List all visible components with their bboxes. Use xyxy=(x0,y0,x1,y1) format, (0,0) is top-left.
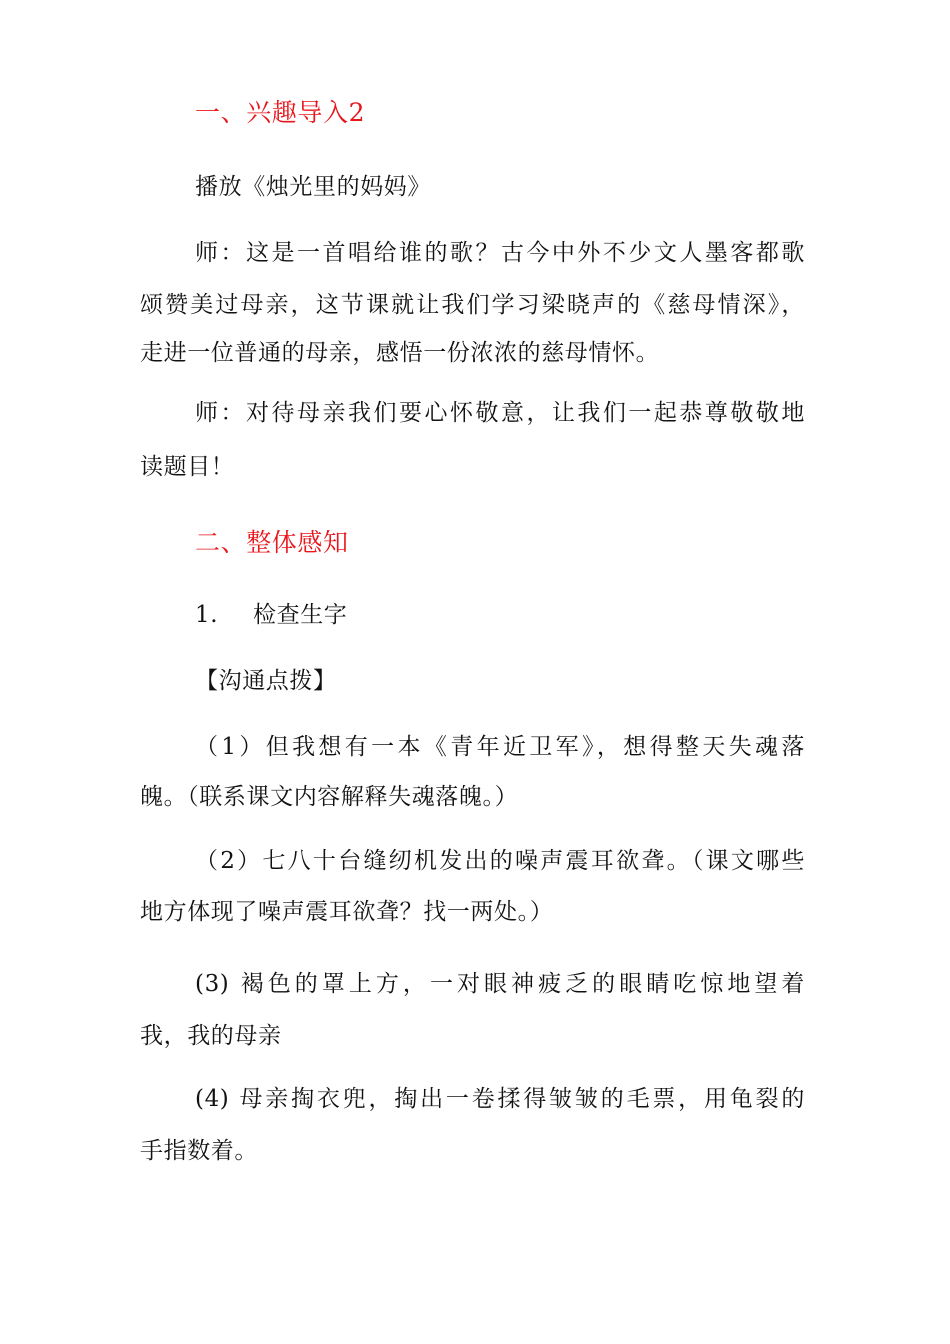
question-2-line-1: （2）七八十台缝纫机发出的噪声震耳欲聋。（课文哪些 xyxy=(195,848,805,874)
hint-label: 【沟通点拨】 xyxy=(195,668,337,694)
teacher-paragraph-1-line-3: 走进一位普通的母亲，感悟一份浓浓的慈母情怀。 xyxy=(140,340,660,366)
question-3-line-2: 我，我的母亲 xyxy=(140,1023,282,1049)
play-song-line: 播放《烛光里的妈妈》 xyxy=(195,174,431,200)
section-heading-overall-perception: 二、整体感知 xyxy=(195,528,349,557)
teacher-paragraph-1-line-1: 师：这是一首唱给谁的歌？古今中外不少文人墨客都歌 xyxy=(195,240,805,266)
question-4-line-1: (4) 母亲掏衣兜，掏出一卷揉得皱皱的毛票，用龟裂的 xyxy=(195,1086,805,1112)
question-3-line-1: (3) 褐色的罩上方，一对眼神疲乏的眼睛吃惊地望着 xyxy=(195,971,805,997)
question-1-line-2: 魄。（联系课文内容解释失魂落魄。） xyxy=(140,784,519,810)
question-2-line-2: 地方体现了噪声震耳欲聋？找一两处。） xyxy=(140,899,554,925)
section-heading-interest-intro: 一、兴趣导入2 xyxy=(195,98,366,127)
teacher-paragraph-2-line-2: 读题目！ xyxy=(140,454,235,480)
list-item-check-characters xyxy=(195,600,860,630)
list-item-text: 检查生字 xyxy=(253,602,348,628)
question-4-line-2: 手指数着。 xyxy=(140,1138,258,1164)
list-item-number: 1. xyxy=(195,602,219,628)
teacher-paragraph-1-line-2: 颂赞美过母亲，这节课就让我们学习梁晓声的《慈母情深》， xyxy=(140,292,805,318)
teacher-paragraph-2-line-1: 师：对待母亲我们要心怀敬意，让我们一起恭尊敬敬地 xyxy=(195,400,805,426)
question-1-line-1: （1）但我想有一本《青年近卫军》，想得整天失魂落 xyxy=(195,734,805,760)
